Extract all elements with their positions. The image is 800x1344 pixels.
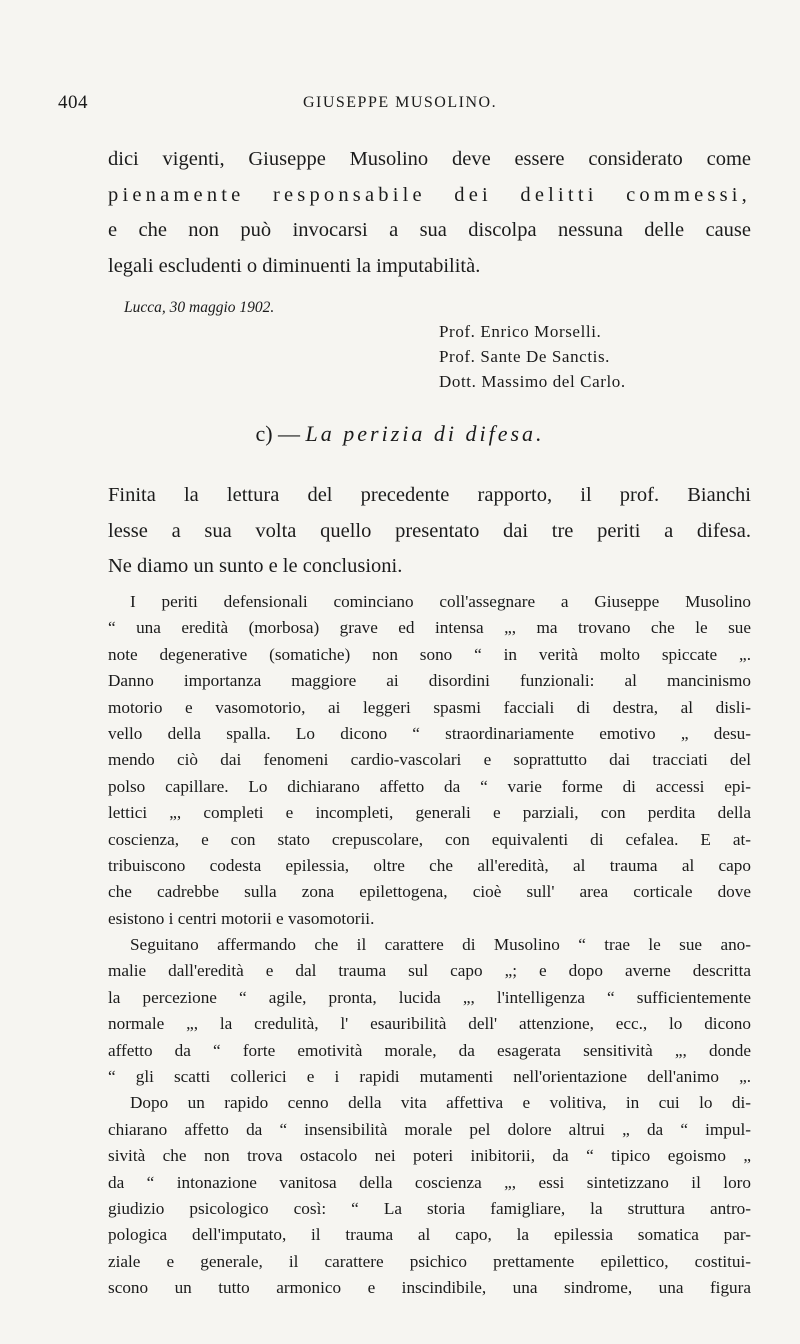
text-line: tribuiscono codesta epilessia, oltre che all'eredità, al trauma al capo [108, 855, 751, 875]
place-date: Lucca, 30 maggio 1902. [124, 299, 275, 316]
text-line: note degenerative (somatiche) non sono “ in verità molto spiccate „. [108, 644, 751, 664]
page-number: 404 [58, 92, 88, 113]
page-header [0, 92, 800, 116]
text-line: Dopo un rapido cenno della vita affettiva e volitiva, in cui lo di- [130, 1093, 751, 1113]
text-line: coscienza, e con stato crepuscolare, con equivalenti di cefalea. E at- [108, 829, 751, 849]
text-line: mendo ciò dai fenomeni cardio-vascolari e soprattutto dai tracciati del [108, 750, 751, 770]
text-line: normale „, la credulità, l' esauribilità dell' attenzione, ecc., lo dicono [108, 1014, 751, 1034]
text-line: esistono i centri motorii e vasomotorii. [108, 908, 375, 928]
text-line: lesse a sua volta quello presentato dai tre periti a difesa. [108, 519, 751, 542]
text-line: I periti defensionali cominciano coll'assegnare a Giuseppe Musolino [130, 592, 751, 611]
text-line: Seguitano affermando che il carattere di Musolino “ trae le sue ano- [130, 935, 751, 955]
signature-line: Dott. Massimo del Carlo. [439, 372, 626, 391]
text-line: malie dall'eredità e dal trauma sul capo „; e dopo averne descritta [108, 961, 751, 981]
text-line: la percezione “ agile, pronta, lucida „, l'intelligenza “ sufficientemente [108, 987, 751, 1007]
text-line: scono un tutto armonico e inscindibile, una sindrome, una figura [108, 1278, 751, 1298]
text-line: e che non può invocarsi a sua discolpa nessuna delle cause [108, 219, 751, 241]
text-line: chiarano affetto da “ insensibilità morale pel dolore altrui „ da “ impul- [108, 1119, 751, 1139]
section-heading [0, 421, 800, 447]
text-line: motorio e vasomotorio, ai leggeri spasmi facciali di destra, al disli- [108, 697, 751, 717]
text-line-spaced: pienamente responsabile dei delitti commessi, [108, 183, 751, 206]
signature-line: Prof. Enrico Morselli. [439, 322, 602, 341]
signature-line: Prof. Sante De Sanctis. [439, 347, 611, 366]
text-line: polso capillare. Lo dichiarano affetto da “ varie forme di accessi epi- [108, 776, 751, 796]
text-line: pologica dell'imputato, il trauma al capo, la epilessia somatica par- [108, 1225, 751, 1245]
text-line: ziale e generale, il carattere psichico prettamente epilettico, costitui- [108, 1251, 751, 1271]
text-line: “ gli scatti collerici e i rapidi mutamenti nell'orientazione dell'animo „. [108, 1067, 751, 1087]
running-head: GIUSEPPE MUSOLINO. [302, 94, 498, 111]
text-line: Finita la lettura del precedente rapporto, il prof. Bianchi [108, 484, 751, 506]
text-line: che cadrebbe sulla zona epilettogena, cioè sull' area corticale dove [108, 882, 751, 902]
text-line: vello della spalla. Lo dicono “ straordinariamente emotivo „ desu- [108, 723, 751, 743]
text-line: giudizio psicologico così: “ La storia famigliare, la struttura antro- [108, 1198, 751, 1218]
text-line: sività che non trova ostacolo nei poteri inibitorii, da “ tipico egoismo „ [108, 1146, 751, 1166]
text-line: lettici „, completi e incompleti, generali e parziali, con perdita della [108, 803, 751, 823]
text-line: da “ intonazione vanitosa della coscienza „, essi sintetizzano il loro [108, 1172, 751, 1192]
text-line: affetto da “ forte emotività morale, da esagerata sensitività „, donde [108, 1040, 751, 1060]
text-line: legali escludenti o diminuenti la imputabilità. [108, 254, 481, 277]
text-line: Danno importanza maggiore ai disordini funzionali: al mancinismo [108, 671, 751, 691]
text-line: “ una eredità (morbosa) grave ed intensa „, ma trovano che le sue [108, 618, 751, 638]
text-line: dici vigenti, Giuseppe Musolino deve essere considerato come [108, 148, 751, 170]
summary-paragraph [108, 478, 751, 585]
intro-paragraph [108, 142, 751, 284]
body-text [108, 589, 751, 1302]
text-line: Ne diamo un sunto e le conclusioni. [108, 555, 403, 577]
section-label: c) — [255, 421, 301, 446]
section-title: La perizia di difesa. [305, 421, 545, 446]
